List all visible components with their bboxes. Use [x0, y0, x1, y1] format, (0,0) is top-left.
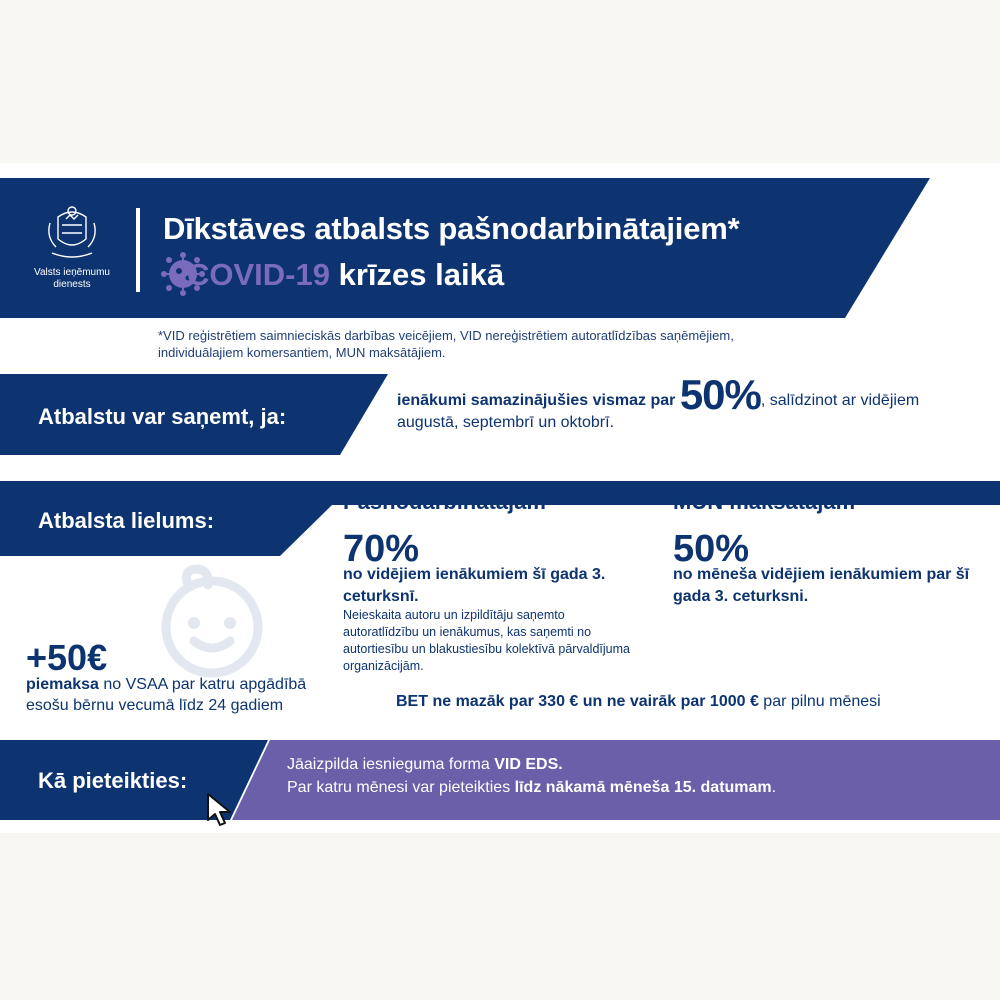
apply-line2-text: Par katru mēnesi var pieteikties — [287, 779, 515, 796]
limits-bold: BET ne mazāk par 330 € un ne vairāk par 1000 € — [396, 693, 759, 710]
child-bonus-text — [26, 674, 346, 716]
page-title-line1: Dīkstāves atbalsts pašnodarbinātajiem* — [163, 211, 740, 246]
apply-line1-text: Jāaizpilda iesnieguma forma — [287, 756, 495, 773]
self-employed-percent: 70% — [343, 528, 420, 570]
page-title-line2 — [163, 257, 504, 293]
self-employed-description: no vidējiem ienākumiem šī gada 3. ceturksnī. — [343, 566, 606, 605]
footnote: *VID reģistrētiem saimnieciskās darbības veicējiem, VID nereģistrētiem autoratlīdzības saņēmējiem, individuālajiem komersantiem, MUN maksātājiem. — [158, 328, 734, 360]
apply-line2 — [287, 776, 987, 799]
coat-of-arms-icon — [44, 203, 100, 263]
condition-label: Atbalstu var saņemt, ja: — [38, 404, 287, 429]
title-line2-rest: krīzes laikā — [338, 257, 505, 292]
self-employed-note: Neieskaita autoru un izpildītāju saņemto autoratlīdzību un ienākumus, kas saņemti no autortiesību un blakustiesību kolektīvā pārvaldījuma organizācijām. — [343, 608, 630, 673]
child-bonus-amount: +50€ — [26, 637, 108, 678]
condition-bold: ienākumi samazinājušies vismaz par — [397, 392, 676, 409]
mouse-cursor-icon — [205, 792, 235, 828]
mun-percent: 50% — [673, 528, 750, 570]
covid-label: COVID-19 — [187, 257, 330, 292]
apply-line1-bold: VID EDS. — [494, 756, 563, 773]
apply-line2-end: . — [771, 779, 777, 796]
mun-description: no mēneša vidējiem ienākumiem par šī gada 3. ceturksni. — [673, 566, 970, 605]
org-name-line1: Valsts ieņēmumu — [34, 267, 110, 278]
mun-heading: MUN maksātājam — [673, 489, 856, 514]
header-divider — [136, 208, 140, 292]
apply-line2-bold: līdz nākamā mēneša 15. datumam — [514, 779, 772, 796]
self-employed-heading: Pašnodarbinātajam — [343, 489, 546, 514]
condition-percent: 50% — [679, 371, 761, 418]
org-name — [22, 267, 122, 291]
amount-label: Atbalsta lielums: — [38, 508, 215, 533]
child-face-icon — [148, 563, 276, 681]
limits-rest: par pilnu mēnesi — [758, 693, 881, 710]
condition-text — [397, 371, 977, 434]
infographic-card — [0, 163, 1000, 833]
child-bonus-rest: no VSAA par katru apgādībā esošu bērnu vecumā līdz 24 gadiem — [26, 676, 307, 714]
apply-line1 — [287, 753, 987, 776]
org-name-line2: dienests — [53, 279, 91, 290]
apply-label: Kā pieteikties: — [38, 768, 188, 793]
apply-text — [287, 753, 987, 799]
child-bonus-bold: piemaksa — [26, 676, 99, 693]
condition-rest: , salīdzinot ar vidējiem augustā, septembrī un oktobrī. — [397, 392, 920, 431]
limits-text — [396, 693, 996, 711]
